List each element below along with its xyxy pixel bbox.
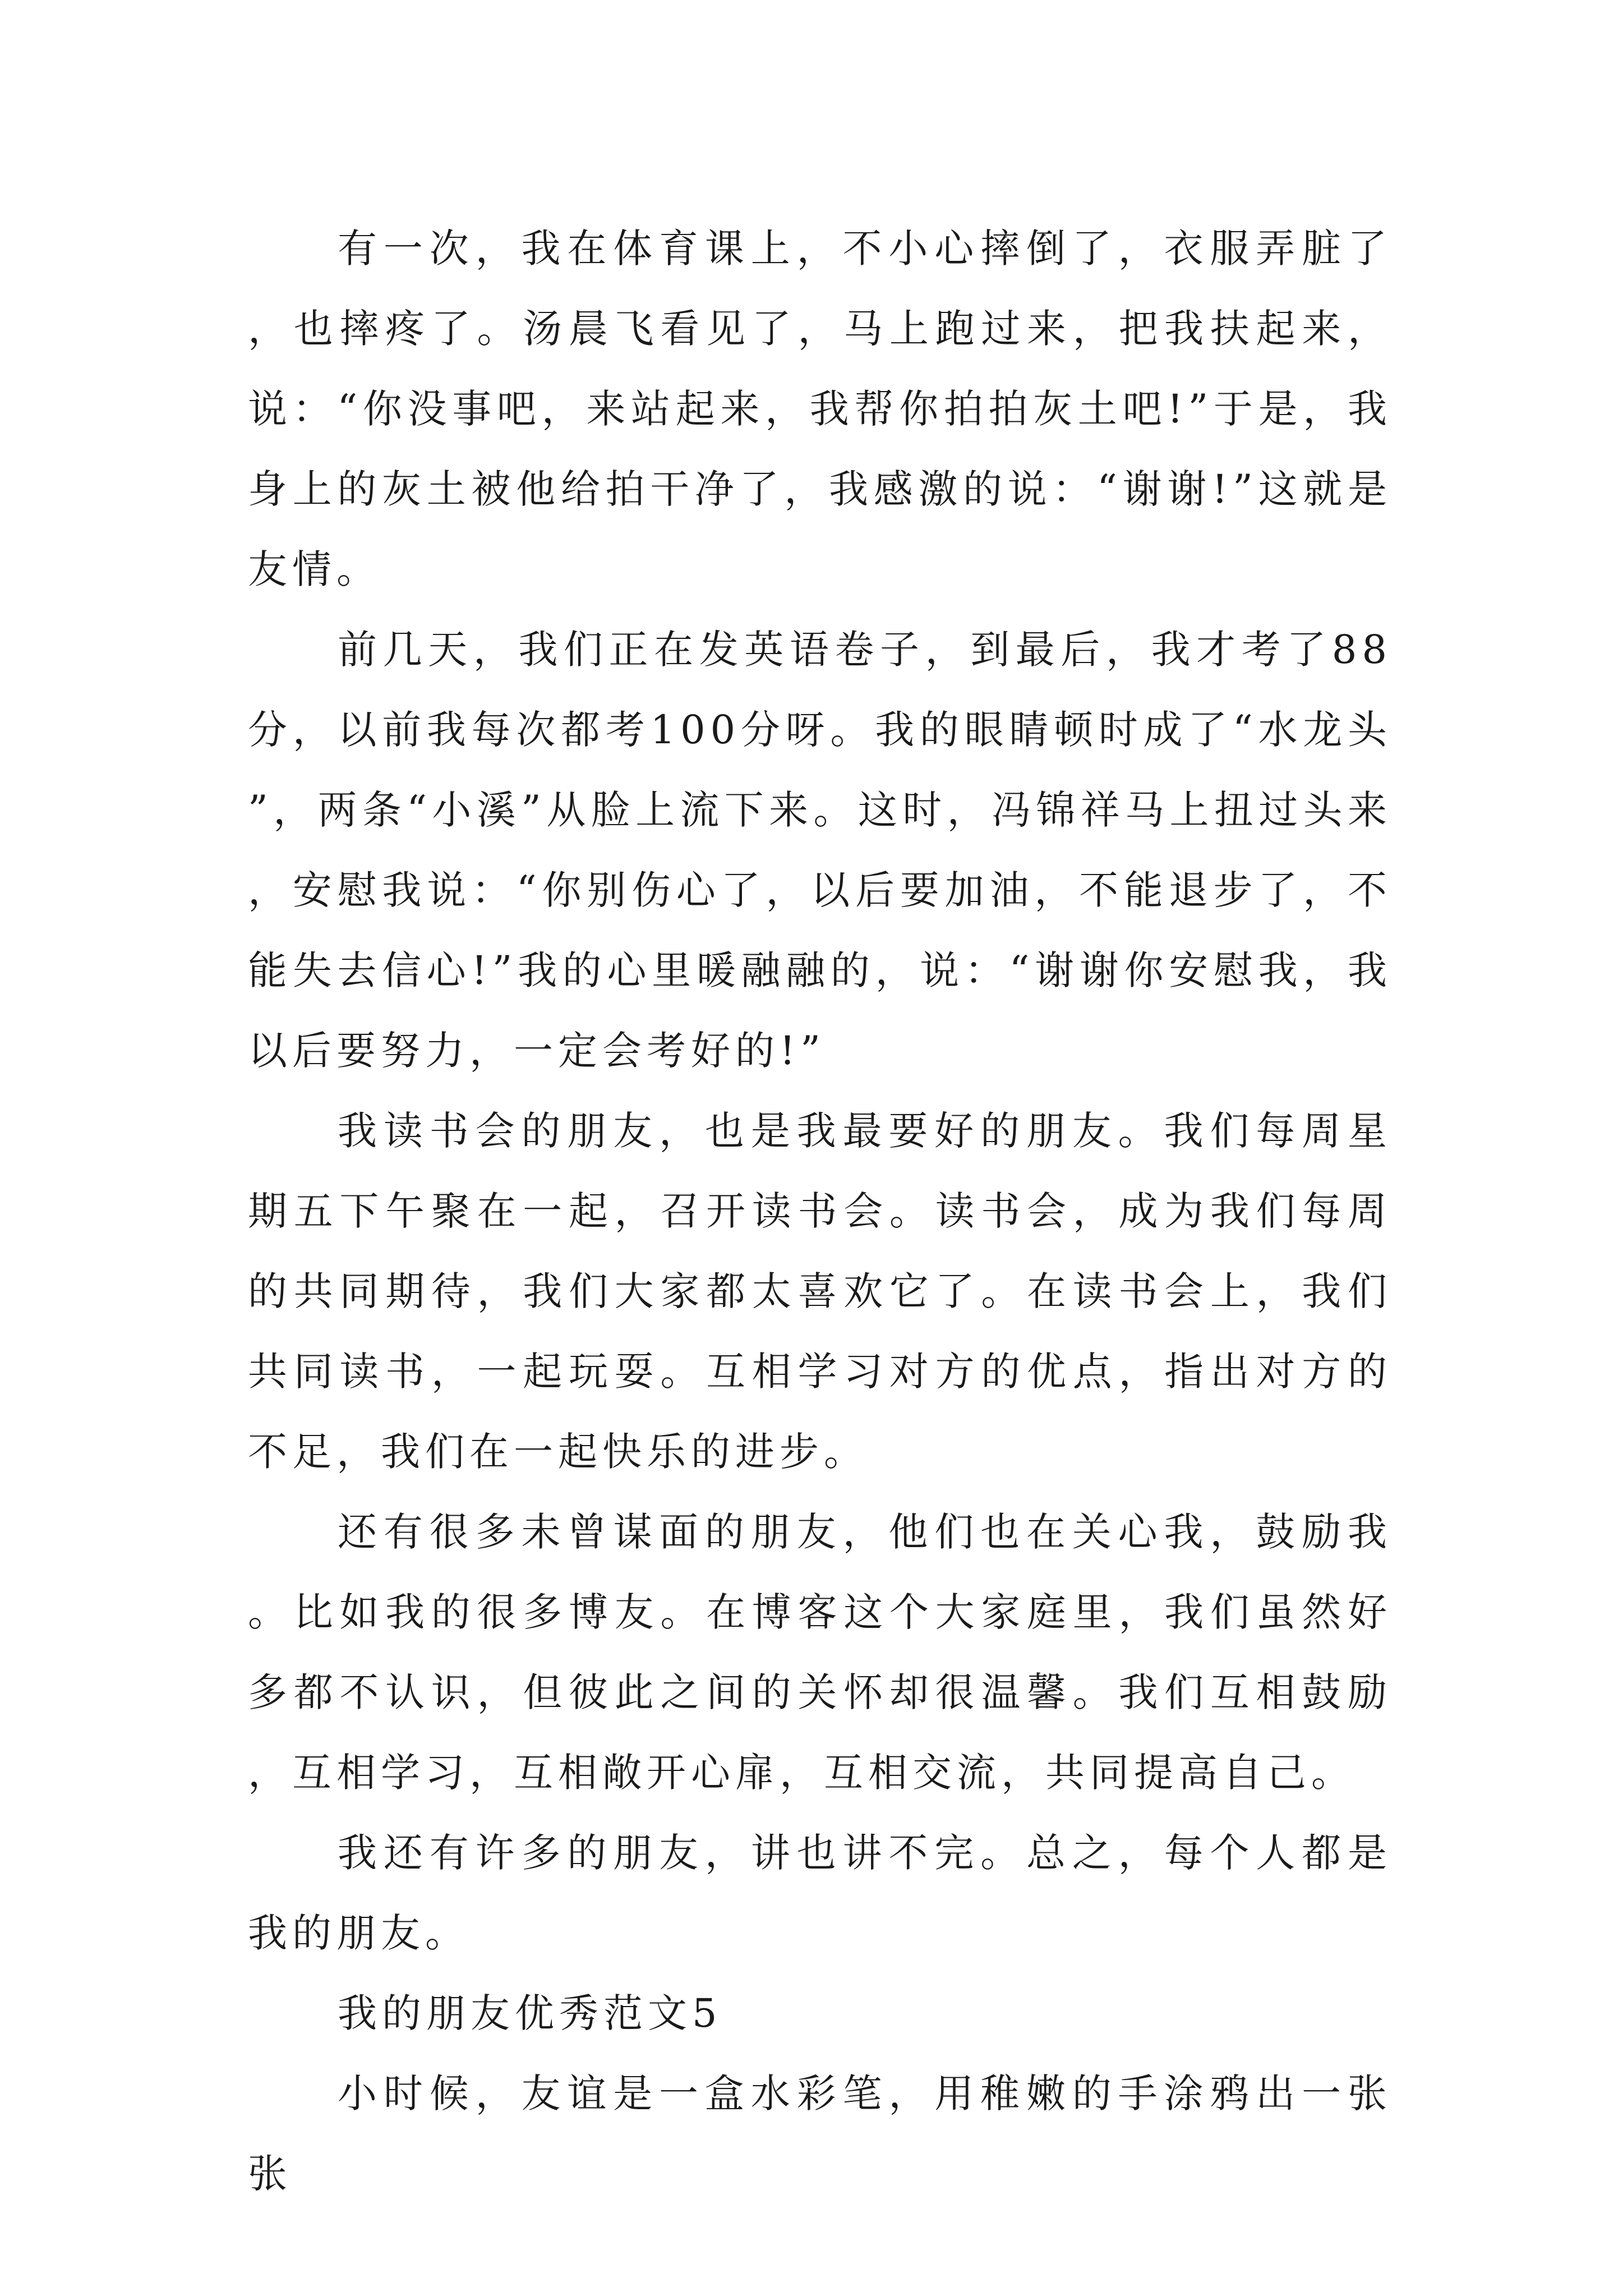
paragraph-5: 我还有许多的朋友，讲也讲不完。总之，每个人都是我的朋友。 — [248, 1830, 1392, 1956]
paragraph-1: 有一次，我在体育课上，不小心摔倒了，衣服弄脏了，也摔疼了。汤晨飞看见了，马上跑过来，把我扶起来，说：“你没事吧，来站起来，我帮你拍拍灰土吧!”于是，我身上的灰土被他给拍干净了，我感激的说：“谢谢!”这就是友情。 — [248, 226, 1392, 592]
paragraph-2: 前几天，我们正在发英语卷子，到最后，我才考了88分，以前我每次都考100分呀。我的眼睛顿时成了“水龙头”，两条“小溪”从脸上流下来。这时，冯锦祥马上扭过头来，安慰我说：“你别伤心了，以后要加油，不能退步了，不能失去信心!”我的心里暖融融的，说：“谢谢你安慰我，我以后要努力，一定会考好的!” — [248, 627, 1392, 1074]
document-body — [248, 209, 1392, 2214]
section-heading: 我的朋友优秀范文5 — [338, 1990, 722, 2036]
paragraph-3: 我读书会的朋友，也是我最要好的朋友。我们每周星期五下午聚在一起，召开读书会。读书会，成为我们每周的共同期待，我们大家都太喜欢它了。在读书会上，我们共同读书，一起玩耍。互相学习对方的优点，指出对方的不足，我们在一起快乐的进步。 — [248, 1108, 1392, 1475]
paragraph-4: 还有很多未曾谋面的朋友，他们也在关心我，鼓励我。比如我的很多博友。在博客这个大家庭里，我们虽然好多都不认识，但彼此之间的关怀却很温馨。我们互相鼓励，互相学习，互相敞开心扉，互相交流，共同提高自己。 — [248, 1509, 1392, 1796]
paragraph-6: 小时候，友谊是一盒水彩笔，用稚嫩的手涂鸦出一张张 — [248, 2070, 1392, 2197]
